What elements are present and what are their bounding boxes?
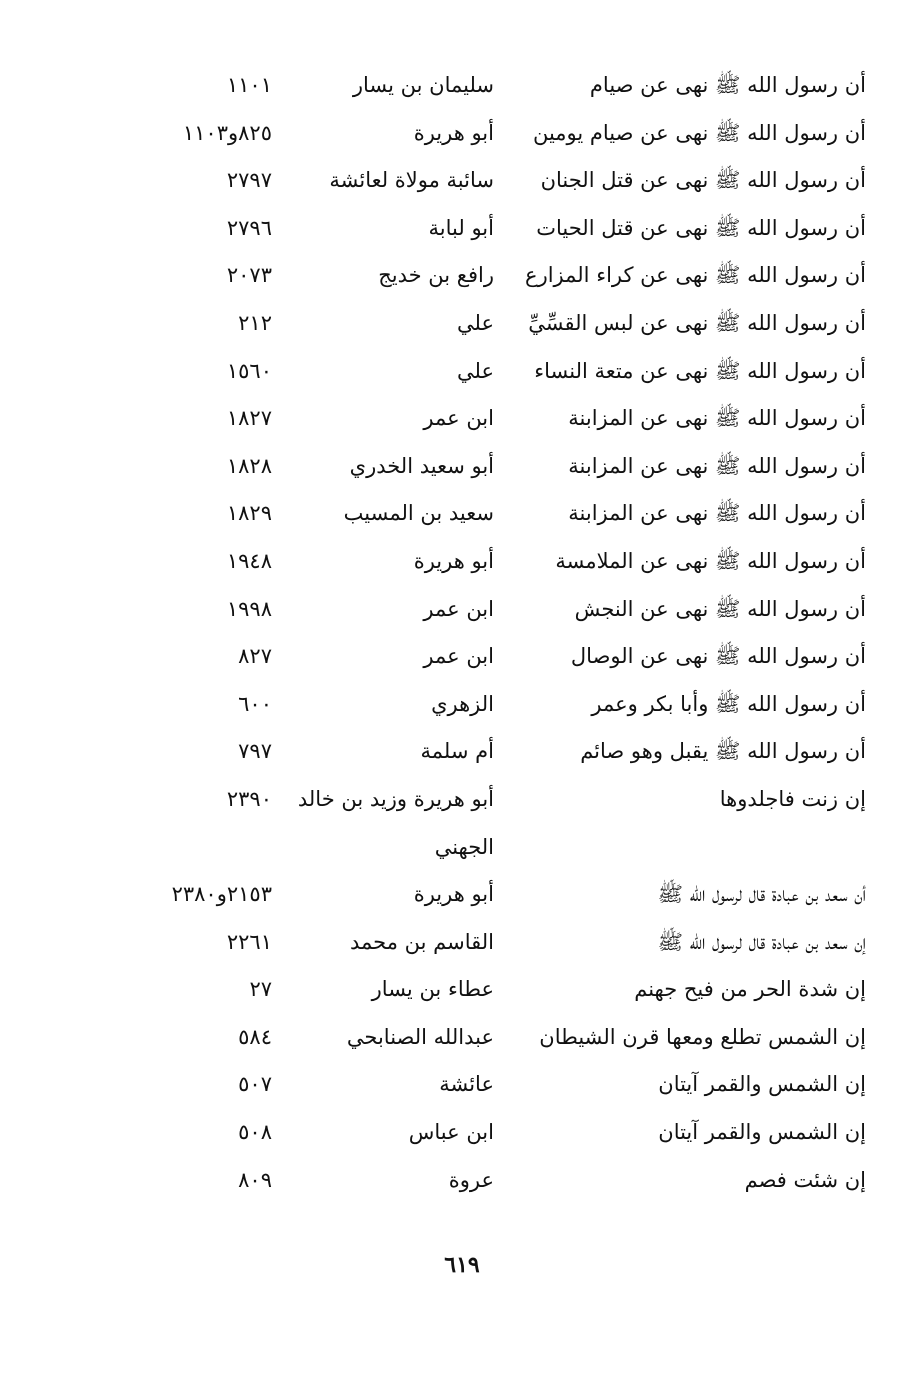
hadith-number: ٢٧٩٦ [226, 215, 272, 240]
index-row [0, 586, 924, 634]
index-row [0, 300, 924, 348]
index-row [0, 919, 924, 967]
index-row [0, 205, 924, 253]
narrator-name: علي [457, 310, 494, 335]
hadith-incipit: أن رسول الله ﷺ نهى عن قتل الجنان [540, 168, 866, 193]
hadith-incipit: أن رسول الله ﷺ نهى عن قتل الحيات [536, 215, 866, 240]
index-row [0, 348, 924, 396]
index-row [0, 681, 924, 729]
hadith-number: ١٩٩٨ [226, 596, 272, 621]
narrator-name: عروة [448, 1167, 494, 1192]
narrator-name: سائبة مولاة لعائشة [329, 168, 494, 193]
narrator-name: أم سلمة [420, 739, 494, 764]
hadith-incipit: أن سعد بن عبادة قال لرسول الله ﷺ [657, 882, 866, 907]
narrator-name: ابن عمر [423, 644, 494, 669]
hadith-number: ٨٢٧ [238, 644, 272, 669]
hadith-number: ٢٠٧٣ [226, 263, 272, 288]
narrator-name: أبو هريرة [413, 882, 494, 907]
hadith-number: ٢٢٦١ [226, 929, 272, 954]
narrator-name: الجهني [434, 834, 494, 859]
hadith-number: ٢١٥٣و٢٣٨٠ [171, 882, 272, 907]
narrator-name: ابن عمر [423, 406, 494, 431]
narrator-name: عطاء بن يسار [371, 977, 494, 1002]
hadith-incipit: أن رسول الله ﷺ نهى عن صيام يومين [532, 120, 866, 145]
hadith-incipit: أن رسول الله ﷺ نهى عن النجش [574, 596, 866, 621]
narrator-name: ابن عباس [408, 1120, 494, 1145]
index-row [0, 776, 924, 824]
hadith-incipit: أن رسول الله ﷺ نهى عن لبس القسِّيِّ [528, 310, 866, 335]
index-row [0, 1061, 924, 1109]
hadith-incipit: إن الشمس تطلع ومعها قرن الشيطان [539, 1024, 866, 1049]
hadith-incipit: أن رسول الله ﷺ نهى عن المزابنة [568, 501, 866, 526]
index-row [0, 1157, 924, 1205]
hadith-incipit: أن رسول الله ﷺ نهى عن صيام [589, 73, 866, 97]
hadith-incipit: إن الشمس والقمر آيتان [658, 1072, 866, 1097]
hadith-number: ١٥٦٠ [226, 358, 272, 383]
hadith-incipit: أن رسول الله ﷺ نهى عن المزابنة [568, 406, 866, 431]
hadith-incipit: أن رسول الله ﷺ نهى عن المزابنة [568, 453, 866, 478]
hadith-incipit [536, 824, 866, 872]
index-row [0, 1109, 924, 1157]
hadith-number: ١١٠١ [226, 73, 272, 97]
narrator-name: سعيد بن المسيب [343, 501, 494, 526]
hadith-number [152, 824, 272, 872]
hadith-number: ٥٠٨ [238, 1120, 272, 1145]
hadith-incipit: أن رسول الله ﷺ نهى عن كراء المزارع [525, 263, 866, 288]
narrator-name: أبو هريرة [413, 120, 494, 145]
hadith-number: ٢١٢ [238, 310, 272, 335]
index-row [0, 395, 924, 443]
index-row [0, 157, 924, 205]
hadith-incipit: أن رسول الله ﷺ يقبل وهو صائم [580, 739, 866, 764]
hadith-number: ١٨٢٩ [226, 501, 272, 526]
narrator-name: أبو لبابة [428, 215, 494, 240]
hadith-incipit: إن سعد بن عبادة قال لرسول الله ﷺ [657, 929, 866, 954]
hadith-incipit: إن شدة الحر من فيح جهنم [634, 977, 866, 1002]
index-row [0, 62, 924, 110]
index-row [0, 110, 924, 158]
index-row [0, 252, 924, 300]
hadith-incipit: أن رسول الله ﷺ نهى عن الملامسة [555, 548, 866, 573]
index-table [0, 62, 924, 1204]
narrator-name: رافع بن خديج [378, 263, 494, 288]
index-row [0, 1014, 924, 1062]
hadith-number: ٨٠٩ [238, 1167, 272, 1192]
narrator-name: أبو هريرة وزيد بن خالد [297, 786, 494, 811]
narrator-name: عبدالله الصنابحي [346, 1024, 494, 1049]
narrator-name: القاسم بن محمد [350, 929, 494, 954]
index-row [0, 728, 924, 776]
hadith-number: ٧٩٧ [238, 739, 272, 764]
narrator-name: عائشة [439, 1072, 494, 1097]
narrator-name: أبو سعيد الخدري [349, 453, 494, 478]
hadith-incipit: أن رسول الله ﷺ نهى عن الوصال [570, 644, 866, 669]
index-row [0, 824, 924, 872]
hadith-incipit: إن زنت فاجلدوها [719, 786, 866, 811]
index-row [0, 538, 924, 586]
hadith-incipit: إن شئت فصم [744, 1167, 866, 1192]
hadith-number: ١٨٢٧ [226, 406, 272, 431]
index-row [0, 490, 924, 538]
hadith-number: ٨٢٥و١١٠٣ [182, 120, 272, 145]
narrator-name: سليمان بن يسار [352, 73, 494, 97]
page-number: ٦١٩ [444, 1252, 480, 1278]
narrator-name: الزهري [431, 691, 494, 716]
hadith-number: ٢٣٩٠ [226, 786, 272, 811]
hadith-number: ١٩٤٨ [226, 548, 272, 573]
index-row [0, 443, 924, 491]
narrator-name: علي [457, 358, 494, 383]
hadith-incipit: أن رسول الله ﷺ وأبا بكر وعمر [591, 691, 866, 716]
hadith-number: ٢٧٩٧ [226, 168, 272, 193]
narrator-name: أبو هريرة [413, 548, 494, 573]
hadith-number: ٢٧ [249, 977, 272, 1002]
hadith-number: ٥٨٤ [238, 1024, 272, 1049]
hadith-incipit: إن الشمس والقمر آيتان [658, 1120, 866, 1145]
hadith-number: ٥٠٧ [238, 1072, 272, 1097]
hadith-incipit: أن رسول الله ﷺ نهى عن متعة النساء [534, 358, 866, 383]
index-row [0, 633, 924, 681]
hadith-number: ١٨٢٨ [226, 453, 272, 478]
index-row [0, 871, 924, 919]
hadith-number: ٦٠٠ [238, 691, 272, 716]
index-row [0, 966, 924, 1014]
narrator-name: ابن عمر [423, 596, 494, 621]
